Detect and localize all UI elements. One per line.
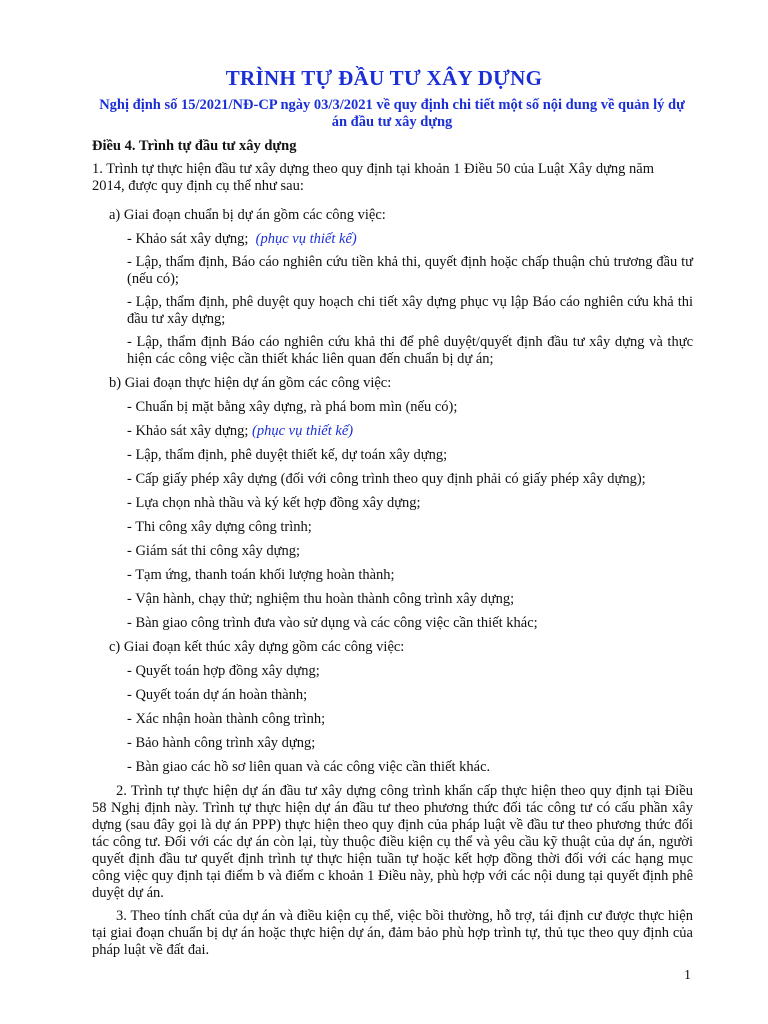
paragraph-2: 2. Trình tự thực hiện dự án đầu tư xây dựng công trình khẩn cấp thực hiện theo quy định tại Điều 58 Nghị định này. Trình tự thực hiện dự án đầu tư theo phương thức đối tác công tư có cấu phần xây dựng (sau đây gọi là dự án PPP) thực hiện theo quy định của pháp luật về đầu tư theo phương thức đối tác công tư. Đối với các dự án còn lại, tùy thuộc điều kiện cụ thể và yêu cầu kỹ thuật của dự án, người quyết định đầu tư quyết định trình tự thực hiện tuần tự hoặc kết hợp đồng thời đối với các hạng mục công việc quy định tại điểm b và điểm c khoản 1 Điều này, phù hợp với các nội dung tại quyết định phê duyệt dự án.: [92, 783, 693, 901]
paragraph-1-line-2: 2014, được quy định cụ thể như sau:: [92, 178, 304, 194]
section-a-item: [127, 231, 693, 248]
section-b-item: [127, 423, 693, 440]
section-b-item: - Vận hành, chạy thử; nghiệm thu hoàn thành công trình xây dựng;: [127, 591, 515, 607]
paragraph-1-line-1: 1. Trình tự thực hiện đầu tư xây dựng theo quy định tại khoản 1 Điều 50 của Luật Xây dựng năm: [92, 161, 655, 177]
section-b-item: - Thi công xây dựng công trình;: [127, 519, 312, 535]
page-title: TRÌNH TỰ ĐẦU TƯ XÂY DỰNG: [225, 66, 543, 90]
section-b-item: - Lập, thẩm định, phê duyệt thiết kế, dự toán xây dựng;: [127, 447, 448, 463]
section-c-item: - Bảo hành công trình xây dựng;: [127, 735, 316, 751]
section-a-note: (phục vụ thiết kế): [255, 231, 357, 247]
section-a-item: - Lập, thẩm định, phê duyệt quy hoạch chi tiết xây dựng phục vụ lập Báo cáo nghiên cứu khả thi đầu tư xây dựng;: [127, 294, 693, 327]
section-b-item: - Bàn giao công trình đưa vào sử dụng và các công việc cần thiết khác;: [127, 615, 538, 631]
section-c-item: - Quyết toán dự án hoàn thành;: [127, 687, 308, 703]
section-b-item: - Cấp giấy phép xây dựng (đối với công trình theo quy định phải có giấy phép xây dựng);: [127, 471, 646, 487]
section-a-item: - Lập, thẩm định Báo cáo nghiên cứu khả thi để phê duyệt/quyết định đầu tư xây dựng và thực hiện các công việc cần thiết khác liên quan đến chuẩn bị dự án;: [127, 334, 693, 367]
page-subtitle: Nghị định số 15/2021/NĐ-CP ngày 03/3/2021 về quy định chi tiết một số nội dung về quản lý dự án đầu tư xây dựng: [99, 97, 685, 130]
section-a-item-text: - Khảo sát xây dựng;: [127, 231, 249, 247]
page-number: 1: [684, 968, 691, 983]
section-a-item: - Lập, thẩm định, Báo cáo nghiên cứu tiền khả thi, quyết định hoặc chấp thuận chủ trương đầu tư (nếu có);: [127, 254, 693, 287]
section-b-item: - Lựa chọn nhà thầu và ký kết hợp đồng xây dựng;: [127, 495, 421, 511]
article-heading: Điều 4. Trình tự đầu tư xây dựng: [92, 138, 297, 154]
section-b-item: - Tạm ứng, thanh toán khối lượng hoàn thành;: [127, 567, 395, 583]
section-b-note: (phục vụ thiết kế): [252, 423, 354, 439]
section-c-item: - Quyết toán hợp đồng xây dựng;: [127, 663, 320, 679]
section-c-item: - Xác nhận hoàn thành công trình;: [127, 711, 326, 727]
section-a-heading: a) Giai đoạn chuẩn bị dự án gồm các công việc:: [109, 207, 386, 223]
section-b-item-text: - Khảo sát xây dựng;: [127, 423, 249, 439]
section-c-item: - Bàn giao các hồ sơ liên quan và các công việc cần thiết khác.: [127, 759, 491, 775]
section-b-item: - Chuẩn bị mặt bằng xây dựng, rà phá bom mìn (nếu có);: [127, 399, 458, 415]
section-b-item: - Giám sát thi công xây dựng;: [127, 543, 300, 559]
paragraph-3: 3. Theo tính chất của dự án và điều kiện cụ thể, việc bồi thường, hỗ trợ, tái định cư được thực hiện tại giai đoạn chuẩn bị dự án hoặc thực hiện dự án, đảm bảo phù hợp trình tự, thủ tục theo quy định của pháp luật về đất đai.: [92, 908, 693, 958]
paragraph-1: [92, 161, 694, 195]
section-b-heading: b) Giai đoạn thực hiện dự án gồm các công việc:: [109, 375, 392, 391]
section-c-heading: c) Giai đoạn kết thúc xây dựng gồm các công việc:: [109, 639, 405, 655]
